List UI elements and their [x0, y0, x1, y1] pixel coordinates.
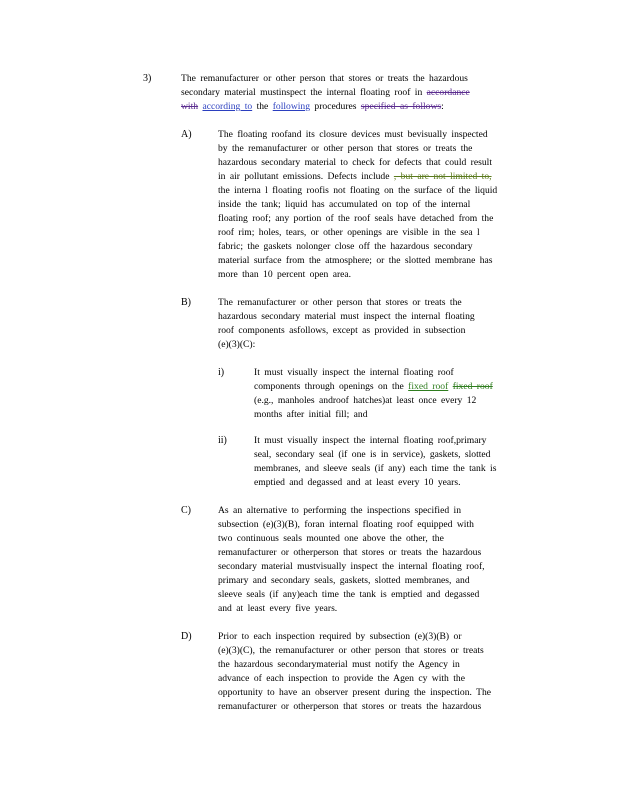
inserted-text: fixed roof — [408, 381, 449, 392]
c-line: As an alternative to performing the inspections specified in — [218, 505, 461, 516]
a-line — [218, 170, 492, 184]
deleted-text: with — [181, 101, 199, 112]
b-line: roof components asfollows, except as provided in subsection — [218, 325, 466, 336]
a-line: roof rim; holes, tears, or other openings are visible in the sea l — [218, 227, 480, 238]
c-line: primary and secondary seals, gaskets, slotted membranes, and — [218, 575, 470, 586]
c-line: subsection (e)(3)(B), foran internal floating roof equipped with — [218, 519, 474, 530]
section-3-line-3 — [181, 100, 444, 114]
d-line: opportunity to have an observer present during the inspection. The — [218, 687, 492, 698]
d-line: advance of each inspection to provide the Agen cy with the — [218, 673, 465, 684]
bii-line: membranes, and sleeve seals (if any) each time the tank is — [254, 463, 497, 474]
plain-text: the — [256, 101, 269, 112]
c-line: remanufacturer or otherperson that stores or treats the hazardous — [218, 547, 482, 558]
a-line: material surface from the atmosphere; or the slotted membrane has — [218, 255, 493, 266]
item-label-ii: ii) — [218, 435, 227, 446]
d-line: remanufacturer or otherperson that stores or treats the hazardous — [218, 701, 482, 712]
b-line: The remanufacturer or other person that stores or treats the — [218, 297, 462, 308]
inserted-text: according to — [202, 101, 253, 112]
deleted-text: fixed roof — [452, 381, 493, 392]
section-3-line-2-text: secondary material mustinspect the internal floating roof in — [181, 87, 423, 98]
a-line: The floating roofand its closure devices must bevisually inspected — [218, 129, 488, 140]
a-line: the interna l floating roofis not floating on the surface of the liquid — [218, 185, 498, 196]
bi-line: It must visually inspect the internal floating roof — [254, 367, 454, 378]
c-line: sleeve seals (if any)each time the tank is emptied and degassed — [218, 589, 480, 600]
subsection-label-d: D) — [181, 631, 192, 642]
bii-line: It must visually inspect the internal floating roof,primary — [254, 435, 487, 446]
a-line: fabric; the gaskets nolonger close off the hazardous secondary — [218, 241, 473, 252]
bii-line: seal, secondary seal (if one is in service), gaskets, slotted — [254, 449, 491, 460]
plain-text: in air pollutant emissions. Defects include — [218, 171, 390, 182]
bi-line: months after initial fill; and — [254, 409, 368, 420]
a-line: floating roof; any portion of the roof seals have detached from the — [218, 213, 494, 224]
subsection-label-b: B) — [181, 297, 191, 308]
a-line: hazardous secondary material to check for defects that could result — [218, 157, 492, 168]
section-3-line-1: The remanufacturer or other person that stores or treats the hazardous — [181, 73, 468, 84]
inserted-text: following — [272, 101, 311, 112]
d-line: Prior to each inspection required by subsection (e)(3)(B) or — [218, 631, 462, 642]
bi-line — [254, 380, 493, 394]
a-line: more than 10 percent open area. — [218, 269, 352, 280]
bii-line: emptied and degassed and at least every 10 years. — [254, 477, 461, 488]
plain-text: : — [441, 101, 444, 112]
a-line: by the remanufacturer or other person that stores or treats the — [218, 143, 473, 154]
d-line: (e)(3)(C), the remanufacturer or other person that stores or treats — [218, 645, 484, 656]
subsection-label-a: A) — [181, 129, 192, 140]
subsection-label-c: C) — [181, 505, 191, 516]
deleted-text: accordance — [426, 87, 470, 98]
d-line: the hazardous secondarymaterial must notify the Agency in — [218, 659, 460, 670]
item-label-i: i) — [218, 367, 225, 378]
deleted-text: specified as follows — [360, 101, 442, 112]
c-line: two continuous seals mounted one above the other, the — [218, 533, 444, 544]
plain-text: procedures — [314, 101, 357, 112]
deleted-text: , but are not limited to, — [393, 171, 492, 182]
a-line: inside the tank; liquid has accumulated on top of the internal — [218, 199, 471, 210]
section-number: 3) — [143, 73, 152, 84]
b-line: (e)(3)(C): — [218, 339, 256, 350]
plain-text: components through openings on the — [254, 381, 404, 392]
b-line: hazardous secondary material must inspect the internal floating — [218, 311, 475, 322]
section-3-line-2 — [181, 86, 470, 100]
bi-line: (e.g., manholes androof hatches)at least once every 12 — [254, 395, 477, 406]
c-line: secondary material mustvisually inspect the internal floating roof, — [218, 561, 485, 572]
c-line: and at least every five years. — [218, 603, 338, 614]
